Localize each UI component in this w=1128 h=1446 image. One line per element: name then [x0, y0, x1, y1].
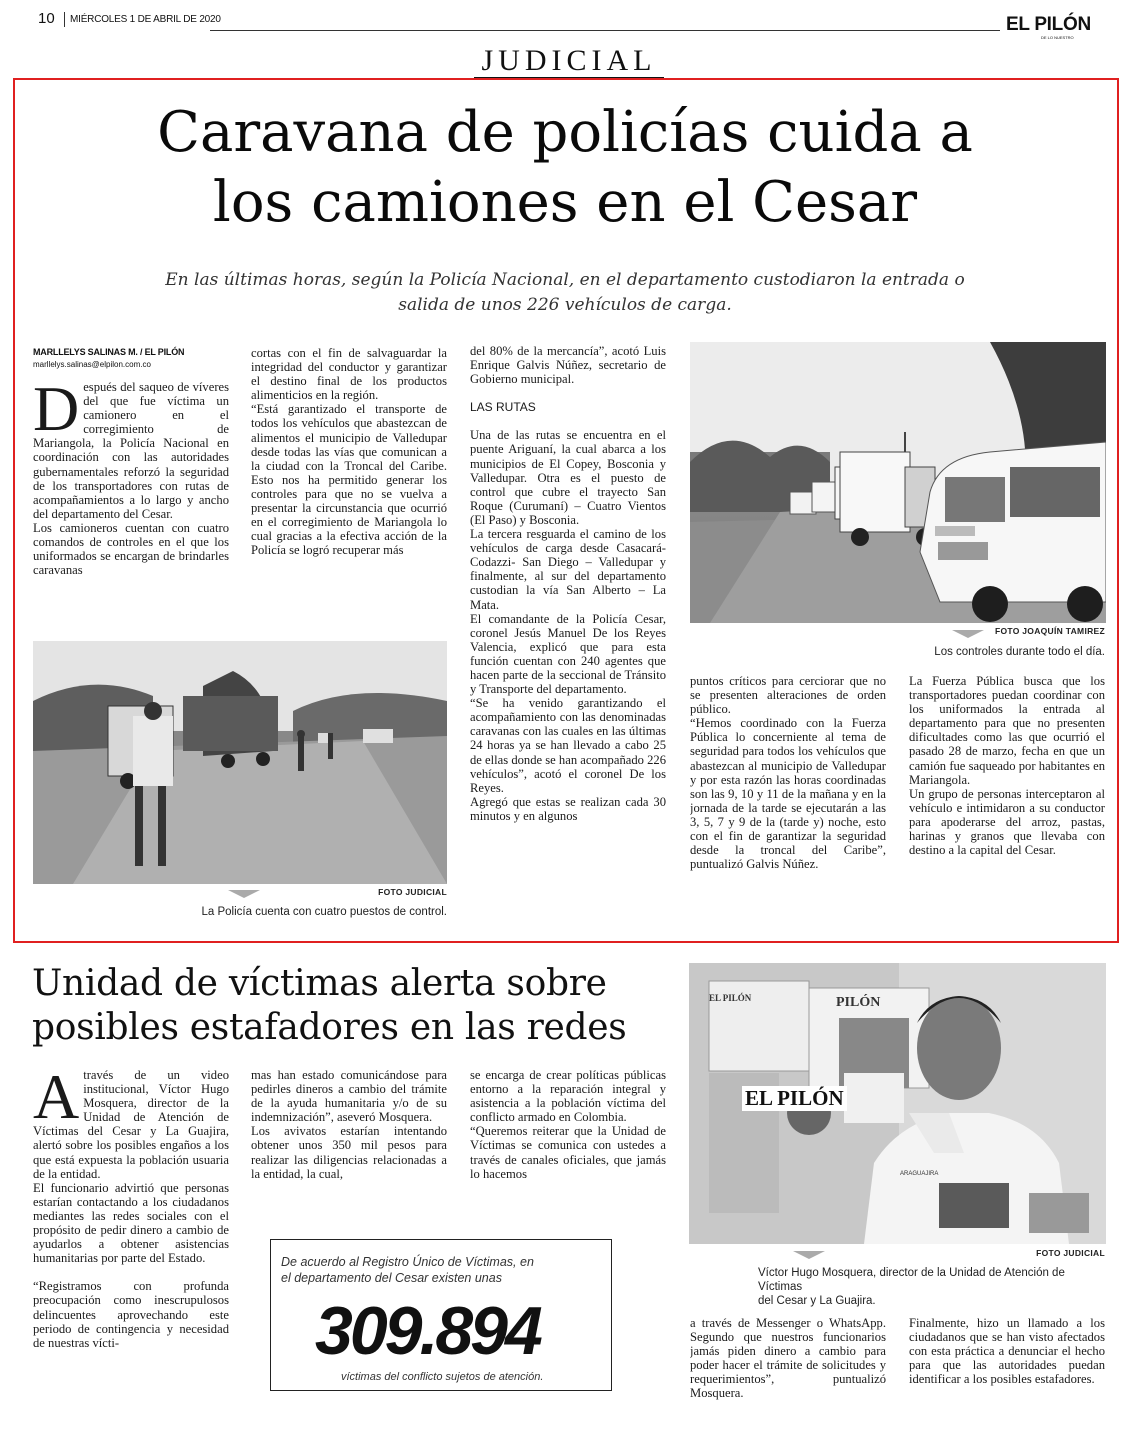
article2-column-5 — [909, 1316, 1105, 1436]
caption-marker — [793, 1251, 825, 1259]
paragraph: a través de Messenger o WhatsApp. Segundo que nuestros funcionarios jamás piden dinero a cambio para poder hacer el trámite de solicitudes y requerimientos”, puntualizó Mosquera. — [690, 1316, 886, 1401]
paragraph: La Fuerza Pública busca que los transportadores puedan coordinar con los uniformados la entrada al departamento para que no presenten dificultades como las que ocurrió el pasado 28 de marzo, fecha en que un camión fue saqueado por habitantes en Mariangola. — [909, 674, 1105, 787]
paragraph: La tercera resguarda el camino de los vehículos de carga desde Casacará- Codazzi- San Diego – Valledupar y finalmente, al sur del departamento custodian la vía San Alberto – La Mata. — [470, 527, 666, 612]
photo-trucks-convoy — [690, 342, 1106, 623]
subtitle-line-2: salida de unos 226 vehículos de carga. — [398, 295, 732, 315]
article-column-1: Después del saqueo de víveres del que fue víctima un camionero en el corregimiento de Mariangola, la Policía Nacional en coordinación con las autoridades gubernamentales reforzó la seguridad de los transportadores con rutas de acompañamientos a lo largo y ancho del departamento del Cesar. Los camioneros cuentan con cuatro comandos de controles en el que los uniformados se encargan de brindarles caravanas — [33, 380, 229, 578]
article2-headline — [32, 962, 682, 1050]
article2-column-3 — [470, 1068, 666, 1214]
drop-cap: A — [33, 1068, 80, 1132]
paragraph: se encarga de crear políticas públicas entorno a la reparación integral y asistencia a la población víctima del conflicto armado en Colombia. — [470, 1068, 666, 1125]
paragraph: Los avivatos estarían intentando obtener unos 350 mil pesos para realizar las diligencias relacionadas a la entidad, la cual, — [251, 1124, 447, 1181]
paragraph: Finalmente, hizo un llamado a los ciudadanos que se han visto afectados con esta práctica a denunciar el hecho para que las autoridades puedan identificar a los posibles estafadores. — [909, 1316, 1105, 1387]
paragraph: “Queremos reiterar que la Unidad de Víctimas se comunica con ustedes a través de canales oficiales, que jamás lo hacemos — [470, 1124, 666, 1181]
section-title: JUDICIAL — [481, 44, 657, 77]
paragraph: Una de las rutas se encuentra en el puente Ariguaní, la cual abarca a los municipios de El Copey, Bosconia y Valledupar. Otra es el puesto de control que cubre el trayecto San Roque (Curumaní) – Cuatro Vientos (El Paso) y Bosconia. — [470, 428, 666, 527]
article2-column-2 — [251, 1068, 447, 1214]
photo-badge: ARAGUAJIRA — [900, 1171, 939, 1177]
photo-victor-hugo-mosquera — [689, 963, 1106, 1244]
headline-line-1: Unidad de víctimas alerta sobre — [32, 963, 607, 1004]
paragraph: Los camioneros cuentan con cuatro comandos de controles en el que los uniformados se encargan de brindarles caravanas — [33, 520, 229, 578]
article-column-4 — [690, 674, 886, 929]
headline-line-1: Caravana de policías cuida a — [157, 100, 973, 165]
byline-email[interactable]: marllelys.salinas@elpilon.com.co — [33, 360, 151, 369]
paragraph: El funcionario advirtió que personas estarían contactando a los ciudadanos mediantes las redes sociales con el propósito de pedir dinero a cambio de ayudarlos a obtener asistencias humanitarias por parte del Estado. — [33, 1180, 229, 1266]
subtitle-line-1: En las últimas horas, según la Policía Nacional, en el departamento custodiaron la entrada o — [165, 270, 965, 290]
drop-cap: D — [33, 380, 80, 444]
article-column-3 — [470, 344, 666, 929]
masthead-logo: EL PILÓN — [1006, 14, 1091, 35]
article2-column-1: Através de un video institucional, Víctor Hugo Mosquera, director de la Unidad de Atención de Víctimas del Cesar y La Guajira, alertó sobre los posibles engaños a los que está expuesta la población usuaria de la entidad. El funcionario advirtió que personas estarían contactando a los ciudadanos mediantes las redes sociales con el propósito de pedir dinero a cambio de ayudarlos a obtener asistencias humanitarias por parte del Estado. “Registramos con profunda preocupación como inescrupulosos delincuentes aprovechando este periodo de contingencia y necesidad de nuestras vícti- — [33, 1068, 229, 1350]
photo-credit: FOTO JUDICIAL — [1036, 1248, 1105, 1258]
paragraph: El comandante de la Policía Cesar, coronel Jesús Manuel De los Reyes Valencia, explicó que para esta función cuentan con 240 agentes que hacen parte de la seccional de Tránsito y Transporte del departamento. — [470, 611, 666, 697]
paragraph: “Hemos coordinado con la Fuerza Pública lo concerniente al tema de seguridad para todos los vehículos que abastezcan al municipio de Valledupar y por esta razón las horas coordinadas son las 9, 10 y 11 de la mañana y en la jornada de la tarde se ejecutarán a las 3, 5, 7 y 9 de la (tarde y) noche, esto con el fin de garantizar la seguridad desde la troncal del Caribe”, puntualizó Galvis Núñez. — [690, 716, 886, 872]
header-date: MIÉRCOLES 1 DE ABRIL DE 2020 — [70, 14, 221, 25]
paragraph: puntos críticos para cerciorar que no se presenten alteraciones de orden público. — [690, 674, 886, 717]
stats-box-number: 309.894 — [315, 1293, 540, 1369]
paragraph: mas han estado comunicándose para pedirles dineros a cambio del trámite de la ayuda humanitaria y/o de su indemnización”, aseveró Mosquera. — [251, 1068, 447, 1125]
header-rule — [210, 30, 1000, 31]
photo-trucks-illustration — [690, 342, 1106, 623]
paragraph: “Registramos con profunda preocupación como inescrupulosos delincuentes aprovechando este periodo de contingencia y necesidad de nuestras vícti- — [33, 1279, 229, 1350]
subheading-routes: LAS RUTAS — [470, 400, 536, 415]
stats-box-text: De acuerdo al Registro Único de Víctimas, en el departamento del Cesar existen unas — [281, 1255, 534, 1285]
paragraph: “Se ha venido garantizando el acompañamiento con las denominadas caravanas con las cuales en las últimas 24 horas ya se han llevado a cabo 25 de ellas donde se han acompañado 226 vehículos”, acotó el coronel De los Reyes. — [470, 696, 666, 795]
paragraph: cortas con el fin de salvaguardar la integridad del conductor y garantizar el destino final de los productos alimenticios en la región. — [251, 346, 447, 403]
masthead-tagline: DE LO NUESTRO — [1041, 35, 1074, 40]
photo-caption: La Policía cuenta con cuatro puestos de control. — [201, 906, 447, 918]
photo-sign-elpilon: EL PILÓN — [709, 993, 752, 1003]
photo-credit: FOTO JOAQUÍN TAMIREZ — [994, 626, 1105, 636]
stats-box — [270, 1239, 612, 1391]
photo-police-checkpoint — [33, 641, 447, 884]
photo-sign-pilon: PILÓN — [836, 995, 881, 1010]
paragraph: del 80% de la mercancía”, acotó Luis Enrique Galvis Núñez, secretario de Gobierno municipal. — [470, 344, 666, 387]
photo-caption: Los controles durante todo el día. — [934, 646, 1105, 658]
article-subtitle — [40, 268, 1090, 318]
photo-credit: FOTO JUDICIAL — [378, 887, 447, 897]
stats-box-footer: víctimas del conflicto sujetos de atención. — [341, 1371, 544, 1383]
headline-line-2: posibles estafadores en las redes — [32, 1007, 627, 1048]
article-headline — [20, 98, 1110, 238]
article-column-5 — [909, 674, 1105, 914]
photo-police-illustration — [33, 641, 447, 884]
paragraph: “Está garantizado el transporte de todos los vehículos que abastezcan de alimentos el municipio de Valledupar desde todas las vías que comunican a la ciudad con la Troncal del Caribe. Esto nos ha permitido generar los controles para que no se vuelva a presentar la circunstancia que ocurrió en el corregimiento de Mariangola lo cual gracias a la efectiva acción de la Policía se logró recuperar más — [251, 402, 447, 558]
page-number: 10 — [38, 10, 55, 27]
paragraph: Agregó que estas se realizan cada 30 minutos y en algunos — [470, 794, 666, 823]
photo-sign-newspaper: EL PILÓN — [742, 1086, 847, 1111]
byline: MARLLELYS SALINAS M. / EL PILÓN — [33, 347, 185, 357]
article2-column-4 — [690, 1316, 886, 1436]
article-column-2 — [251, 346, 447, 636]
photo-caption: Víctor Hugo Mosquera, director de la Unidad de Atención de Víctimas del Cesar y La Guajira. — [758, 1267, 1065, 1307]
header-divider — [64, 12, 65, 27]
paragraph: Un grupo de personas interceptaron al vehículo e intimidaron a su conductor para apoderarse del arroz, pastas, harinas y granos que llevaba con destino a la capital del Cesar. — [909, 786, 1105, 858]
headline-line-2: los camiones en el Cesar — [212, 170, 918, 235]
